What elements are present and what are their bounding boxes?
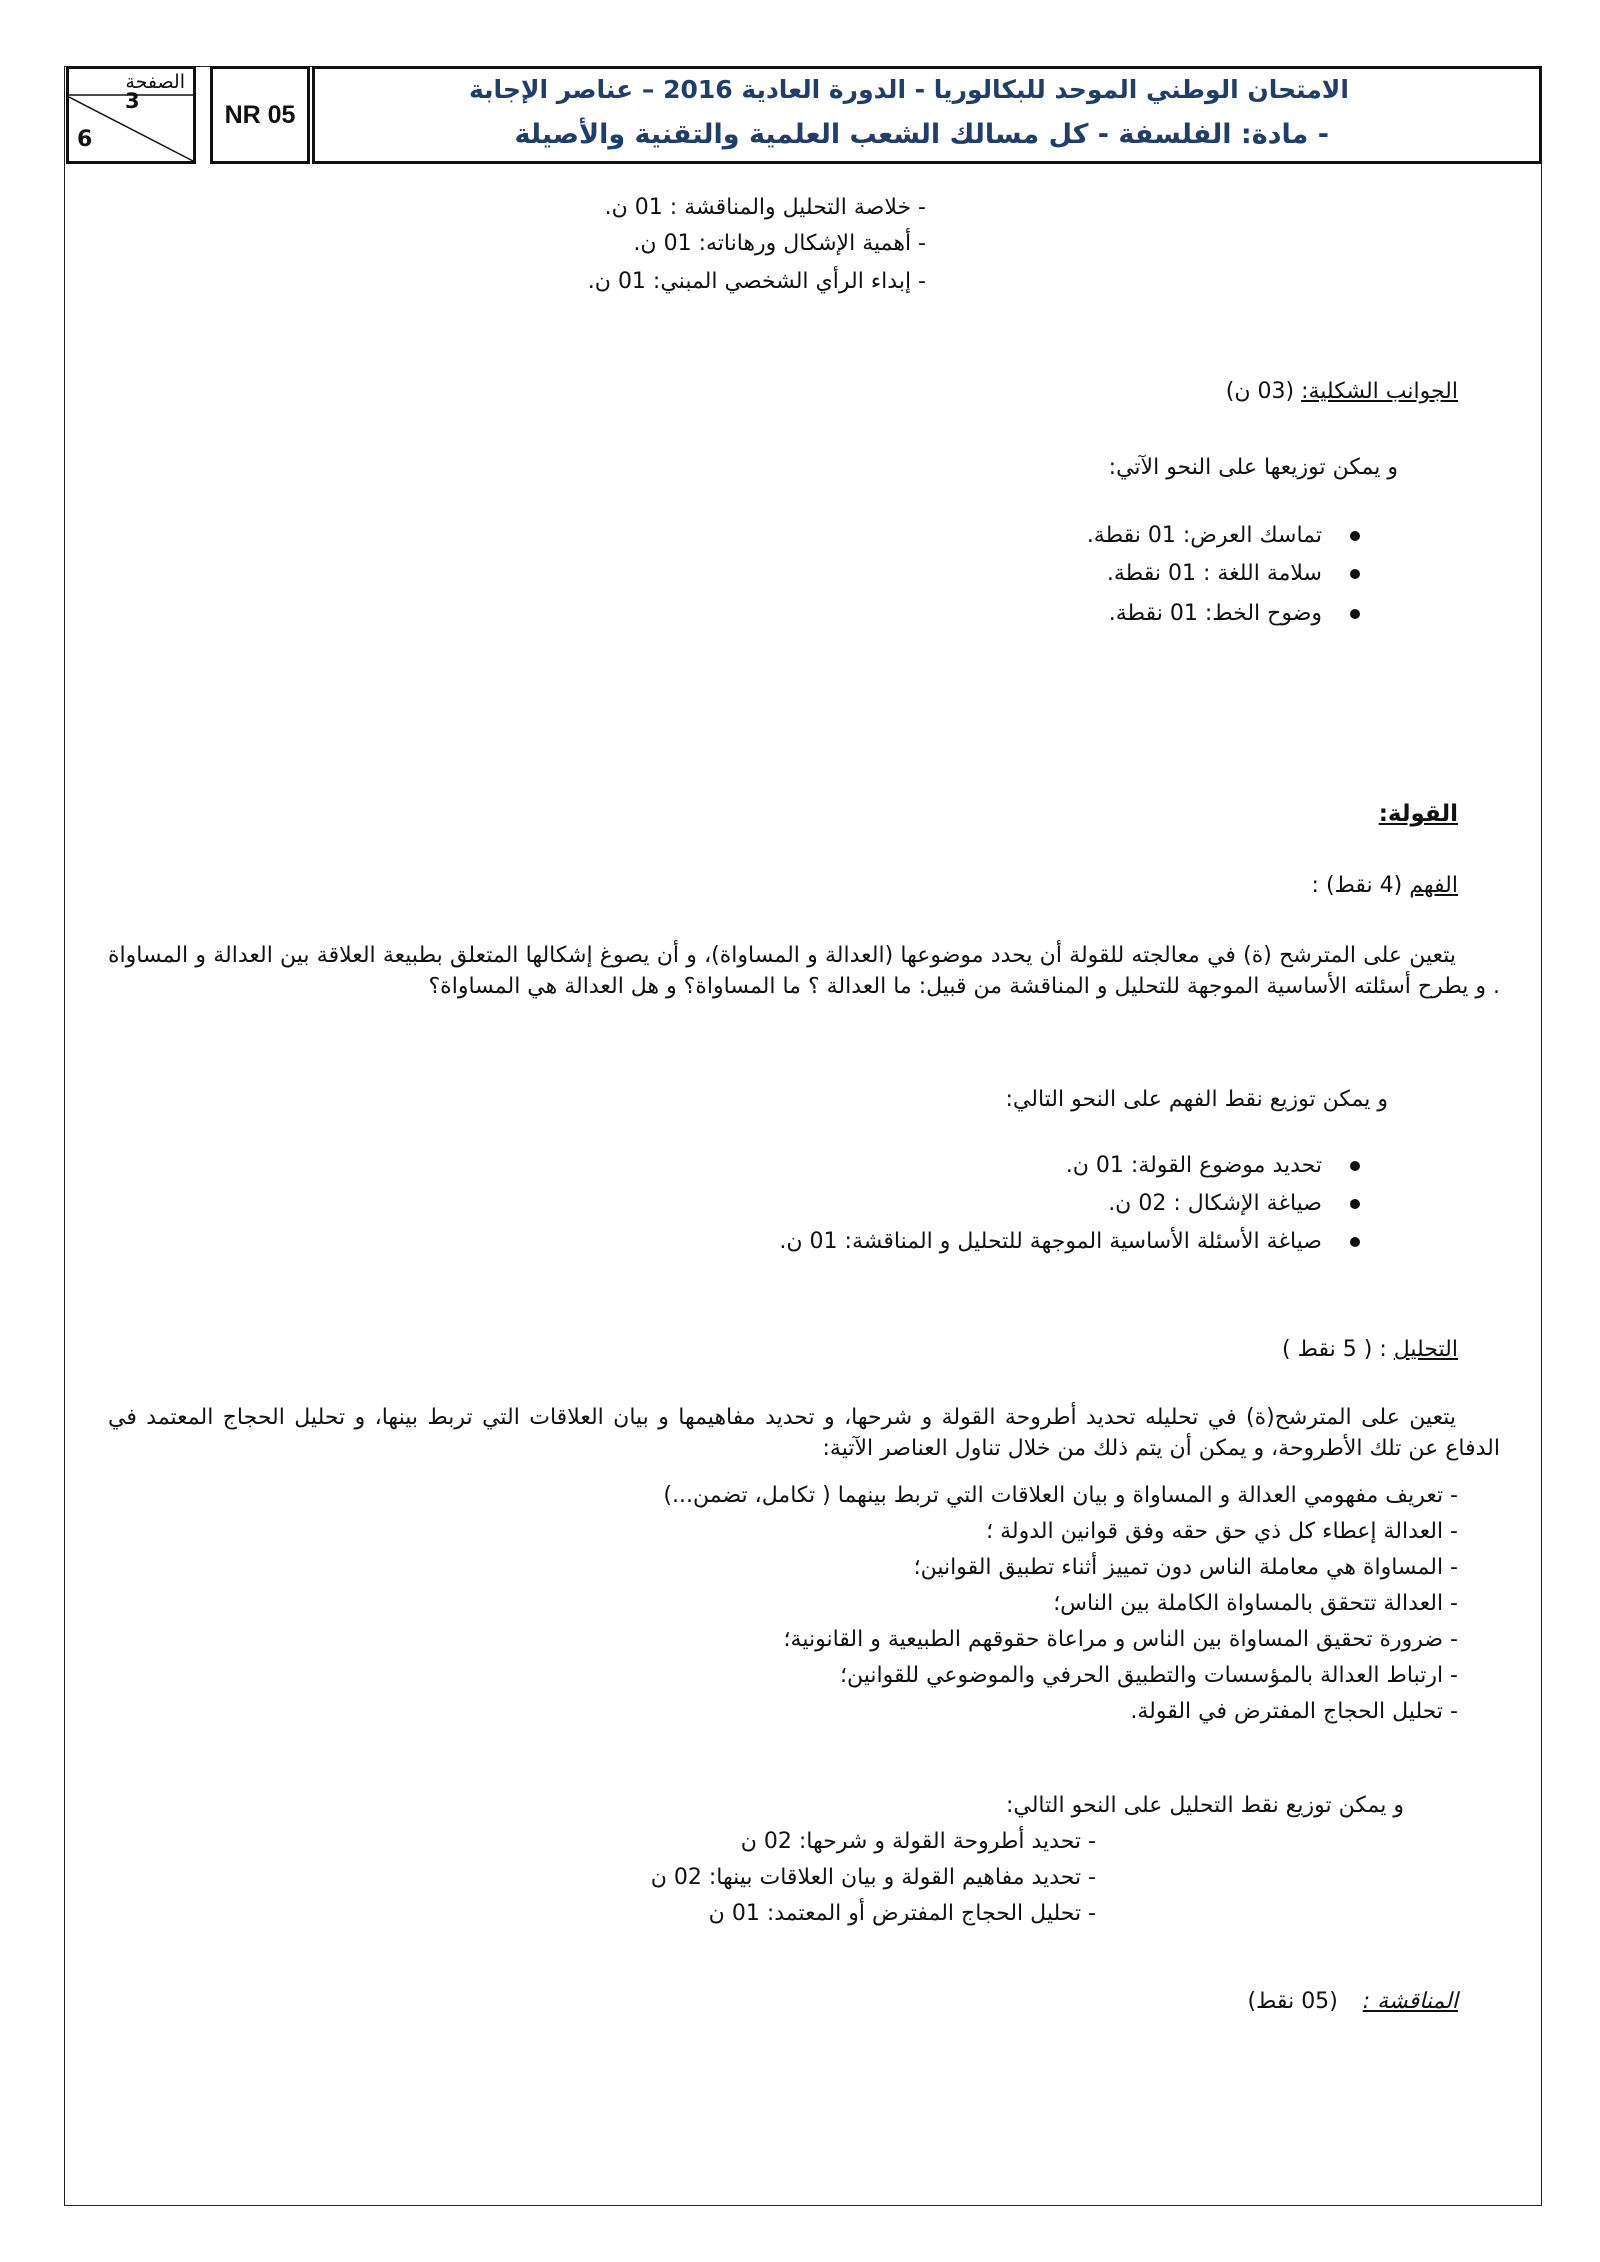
analysis-element: - ارتباط العدالة بالمؤسسات والتطبيق الحرفي والموضوعي للقوانين؛ [840, 1663, 1458, 1688]
formal-heading [1226, 376, 1458, 408]
analysis-paragraph: يتعين على المترشح(ة) في تحليله تحديد أطروحة القولة و شرحها، و تحديد مفاهيمها و بيان العلاقات التي تربط بينها، و تحليل الحجاج المعتمد في الدفاع عن تلك الأطروحة، و يمكن أن يتم ذلك من خلال تناول العناصر الآتية: [108, 1405, 1500, 1461]
bullet-icon [1350, 1237, 1360, 1247]
bullet-icon [1350, 531, 1360, 541]
formal-item: تماسك العرض: 01 نقطة. [1087, 520, 1360, 552]
understanding-item: صياغة الأسئلة الأساسية الموجهة للتحليل و المناقشة: 01 ن. [779, 1226, 1360, 1258]
understanding-heading [1312, 870, 1458, 902]
understanding-item: تحديد موضوع القولة: 01 ن. [1066, 1150, 1360, 1182]
page-number-box [66, 66, 196, 164]
discussion-heading-label: المناقشة : [1362, 1989, 1458, 2014]
page-total: 6 [77, 127, 93, 152]
exam-title-box [312, 66, 1542, 164]
analysis-element: - العدالة إعطاء كل ذي حق حقه وفق قوانين الدولة ؛ [986, 1519, 1458, 1544]
analysis-item: - تحديد أطروحة القولة و شرحها: 02 ن [740, 1829, 1096, 1854]
bullet-icon [1350, 569, 1360, 579]
analysis-item: - تحليل الحجاج المفترض أو المعتمد: 01 ن [708, 1901, 1096, 1926]
formal-item: وضوح الخط: 01 نقطة. [1109, 598, 1360, 630]
discussion-points: (05 نقط) [1247, 1989, 1338, 2014]
formal-heading-label: الجوانب الشكلية: [1301, 379, 1458, 404]
understanding-paragraph: يتعين على المترشح (ة) في معالجته للقولة أن يحدد موضوعها (العدالة و المساواة)، و أن يصوغ إشكالها المتعلق بطبيعة العلاقة بين العدالة و المساواة . و يطرح أسئلته الأساسية الموجهة للتحليل و المناقشة من قبيل: ما العدالة ؟ ما المساواة؟ و هل العدالة هي المساواة؟ [108, 943, 1500, 999]
formal-item: سلامة اللغة : 01 نقطة. [1107, 558, 1360, 590]
exam-title-line1: الامتحان الوطني الموحد للبكالوريا - الدورة العادية 2016 – عناصر الإجابة [468, 75, 1349, 104]
page-current: 3 [125, 89, 140, 113]
analysis-element: - تعريف مفهومي العدالة و المساواة و بيان العلاقات التي تربط بينهما ( تكامل، تضمن...) [663, 1483, 1458, 1508]
understanding-item: صياغة الإشكال : 02 ن. [1108, 1188, 1360, 1220]
analysis-points: : ( 5 نقط ) [1282, 1337, 1387, 1362]
page-label: الصفحة [125, 71, 185, 93]
analysis-heading-label: التحليل [1393, 1337, 1458, 1362]
analysis-intro: و يمكن توزيع نقط التحليل على النحو التالي: [1005, 1793, 1404, 1818]
bullet-icon [1350, 1199, 1360, 1209]
bullet-icon [1350, 609, 1360, 619]
analysis-element: - المساواة هي معاملة الناس دون تمييز أثناء تطبيق القوانين؛ [913, 1555, 1458, 1580]
analysis-item: - تحديد مفاهيم القولة و بيان العلاقات بينها: 02 ن [650, 1865, 1096, 1890]
analysis-element: - تحليل الحجاج المفترض في القولة. [1130, 1699, 1458, 1724]
analysis-heading [1282, 1334, 1458, 1366]
top-item: - خلاصة التحليل والمناقشة : 01 ن. [604, 195, 926, 220]
exam-code: NR 05 [210, 66, 310, 164]
analysis-element: - ضرورة تحقيق المساواة بين الناس و مراعاة حقوقهم الطبيعية و القانونية؛ [783, 1627, 1458, 1652]
formal-points: (03 ن) [1225, 379, 1295, 404]
top-item: - إبداء الرأي الشخصي المبني: 01 ن. [587, 269, 926, 294]
top-item: - أهمية الإشكال ورهاناته: 01 ن. [633, 231, 926, 256]
quote-heading: القولة: [1378, 801, 1458, 827]
exam-title-line2: - مادة: الفلسفة - كل مسالك الشعب العلمية والتقنية والأصيلة [514, 119, 1329, 150]
formal-intro: و يمكن توزيعها على النحو الآتي: [1108, 455, 1398, 480]
bullet-icon [1350, 1161, 1360, 1171]
understanding-points: (4 نقط) : [1311, 873, 1403, 898]
analysis-element: - العدالة تتحقق بالمساواة الكاملة بين الناس؛ [1053, 1591, 1458, 1616]
understanding-heading-label: الفهم [1409, 873, 1458, 898]
understanding-intro: و يمكن توزيع نقط الفهم على النحو التالي: [1005, 1087, 1388, 1112]
discussion-heading [1247, 1986, 1458, 2018]
